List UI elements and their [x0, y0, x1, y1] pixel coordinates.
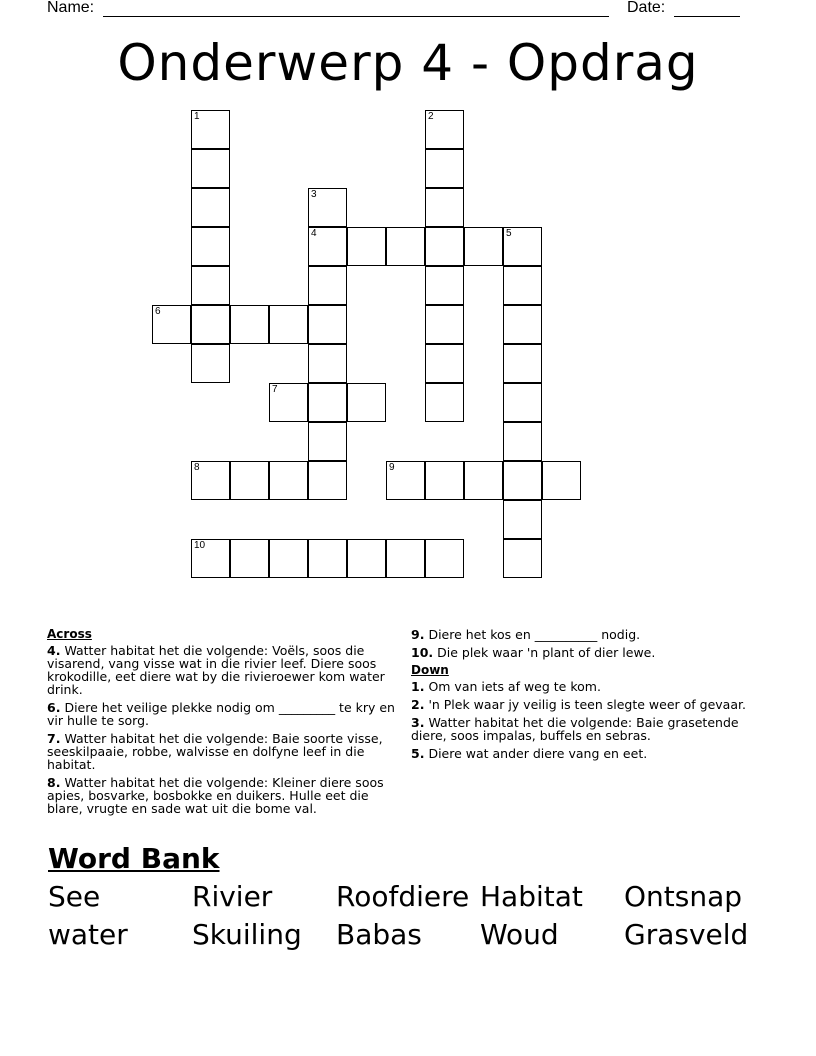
- word-bank-item: Babas: [336, 918, 422, 951]
- clues-column-left: [47, 628, 397, 820]
- crossword-cell[interactable]: [503, 500, 542, 539]
- crossword-cell[interactable]: [308, 461, 347, 500]
- crossword-cell[interactable]: [464, 227, 503, 266]
- crossword-cell[interactable]: [191, 266, 230, 305]
- word-bank-item: Skuiling: [192, 918, 302, 951]
- clue-number: 2: [428, 111, 434, 122]
- crossword-cell[interactable]: [542, 461, 581, 500]
- crossword-cell[interactable]: [191, 344, 230, 383]
- crossword-cell[interactable]: [191, 110, 230, 149]
- clue-number: 4: [311, 228, 317, 239]
- crossword-cell[interactable]: [425, 266, 464, 305]
- crossword-cell[interactable]: [347, 539, 386, 578]
- crossword-cell[interactable]: [386, 461, 425, 500]
- crossword-cell[interactable]: [191, 188, 230, 227]
- crossword-cell[interactable]: [425, 110, 464, 149]
- clue-across-6: 6. Diere het veilige plekke nodig om _________ te kry en vir hulle te sorg.: [47, 700, 395, 728]
- word-bank-item: Woud: [480, 918, 559, 951]
- clue-number: 5: [506, 228, 512, 239]
- crossword-cell[interactable]: [503, 266, 542, 305]
- date-label: Date:: [627, 0, 666, 16]
- word-bank-item: water: [48, 918, 128, 951]
- crossword-cell[interactable]: [308, 344, 347, 383]
- down-heading: Down: [411, 663, 449, 677]
- crossword-cell[interactable]: [308, 539, 347, 578]
- crossword-cell[interactable]: [425, 149, 464, 188]
- crossword-cell[interactable]: [503, 461, 542, 500]
- clue-number: 8: [194, 462, 200, 473]
- crossword-cell[interactable]: [503, 422, 542, 461]
- crossword-cell[interactable]: [269, 383, 308, 422]
- crossword-cell[interactable]: [503, 383, 542, 422]
- crossword-cell[interactable]: [191, 539, 230, 578]
- crossword-cell[interactable]: [425, 461, 464, 500]
- clue-number: 1: [194, 111, 200, 122]
- clue-across-10: 10. Die plek waar 'n plant of dier lewe.: [411, 645, 656, 660]
- crossword-cell[interactable]: [425, 383, 464, 422]
- crossword-cell[interactable]: [308, 422, 347, 461]
- crossword-cell[interactable]: [269, 305, 308, 344]
- word-bank-item: Ontsnap: [624, 880, 743, 913]
- name-label: Name:: [47, 0, 95, 16]
- crossword-cell[interactable]: [425, 344, 464, 383]
- clue-down-2: 2. 'n Plek waar jy veilig is teen slegte weer of gevaar.: [411, 697, 746, 712]
- crossword-cell[interactable]: [230, 539, 269, 578]
- crossword-cell[interactable]: [191, 227, 230, 266]
- clue-number: 9: [389, 462, 395, 473]
- crossword-cell[interactable]: [386, 539, 425, 578]
- word-bank-item: Rivier: [192, 880, 273, 913]
- clue-down-1: 1. Om van iets af weg te kom.: [411, 679, 601, 694]
- clues-column-right: [411, 628, 761, 765]
- crossword-cell[interactable]: [503, 227, 542, 266]
- clue-across-9: 9. Diere het kos en __________ nodig.: [411, 627, 641, 642]
- crossword-cell[interactable]: [386, 227, 425, 266]
- word-bank-item: Grasveld: [624, 918, 749, 951]
- clue-number: 3: [311, 189, 317, 200]
- crossword-cell[interactable]: [503, 305, 542, 344]
- clue-down-5: 5. Diere wat ander diere vang en eet.: [411, 746, 648, 761]
- crossword-cell[interactable]: [425, 188, 464, 227]
- crossword-cell[interactable]: [503, 539, 542, 578]
- word-bank-item: Roofdiere: [336, 880, 470, 913]
- across-heading: Across: [47, 627, 92, 641]
- page-title: Onderwerp 4 - Opdrag: [117, 34, 699, 92]
- word-bank-title: Word Bank: [48, 842, 220, 875]
- clue-across-7: 7. Watter habitat het die volgende: Baie soorte visse, seeskilpaaie, robbe, walvisse en dolfyne leef in die habitat.: [47, 731, 383, 772]
- crossword-cell[interactable]: [230, 461, 269, 500]
- clue-across-4: 4. Watter habitat het die volgende: Voëls, soos die visarend, vang visse wat in die rivier leef. Diere soos krokodille, eet diere wat by die rivieroewer kom water drink.: [47, 643, 385, 697]
- crossword-cell[interactable]: [230, 305, 269, 344]
- crossword-cell[interactable]: [269, 539, 308, 578]
- crossword-cell[interactable]: [191, 149, 230, 188]
- crossword-cell[interactable]: [308, 227, 347, 266]
- crossword-cell[interactable]: [347, 227, 386, 266]
- word-bank-item: See: [48, 880, 101, 913]
- crossword-cell[interactable]: [152, 305, 191, 344]
- crossword-cell[interactable]: [191, 461, 230, 500]
- crossword-cell[interactable]: [308, 383, 347, 422]
- clue-across-8: 8. Watter habitat het die volgende: Kleiner diere soos apies, bosvarke, bosbokke en duikers. Hulle eet die blare, vrugte en sade wat uit die bome val.: [47, 775, 384, 816]
- crossword-cell[interactable]: [425, 305, 464, 344]
- crossword-cell[interactable]: [425, 227, 464, 266]
- word-bank-item: Habitat: [480, 880, 583, 913]
- clue-number: 7: [272, 384, 278, 395]
- crossword-cell[interactable]: [269, 461, 308, 500]
- crossword-cell[interactable]: [464, 461, 503, 500]
- crossword-cell[interactable]: [308, 188, 347, 227]
- crossword-cell[interactable]: [503, 344, 542, 383]
- crossword-cell[interactable]: [191, 305, 230, 344]
- crossword-cell[interactable]: [308, 305, 347, 344]
- crossword-cell[interactable]: [308, 266, 347, 305]
- clue-down-3: 3. Watter habitat het die volgende: Baie grasetende diere, soos impalas, buffels en sebras.: [411, 715, 739, 743]
- crossword-cell[interactable]: [425, 539, 464, 578]
- clue-number: 10: [194, 540, 206, 551]
- crossword-cell[interactable]: [347, 383, 386, 422]
- clue-number: 6: [155, 306, 161, 317]
